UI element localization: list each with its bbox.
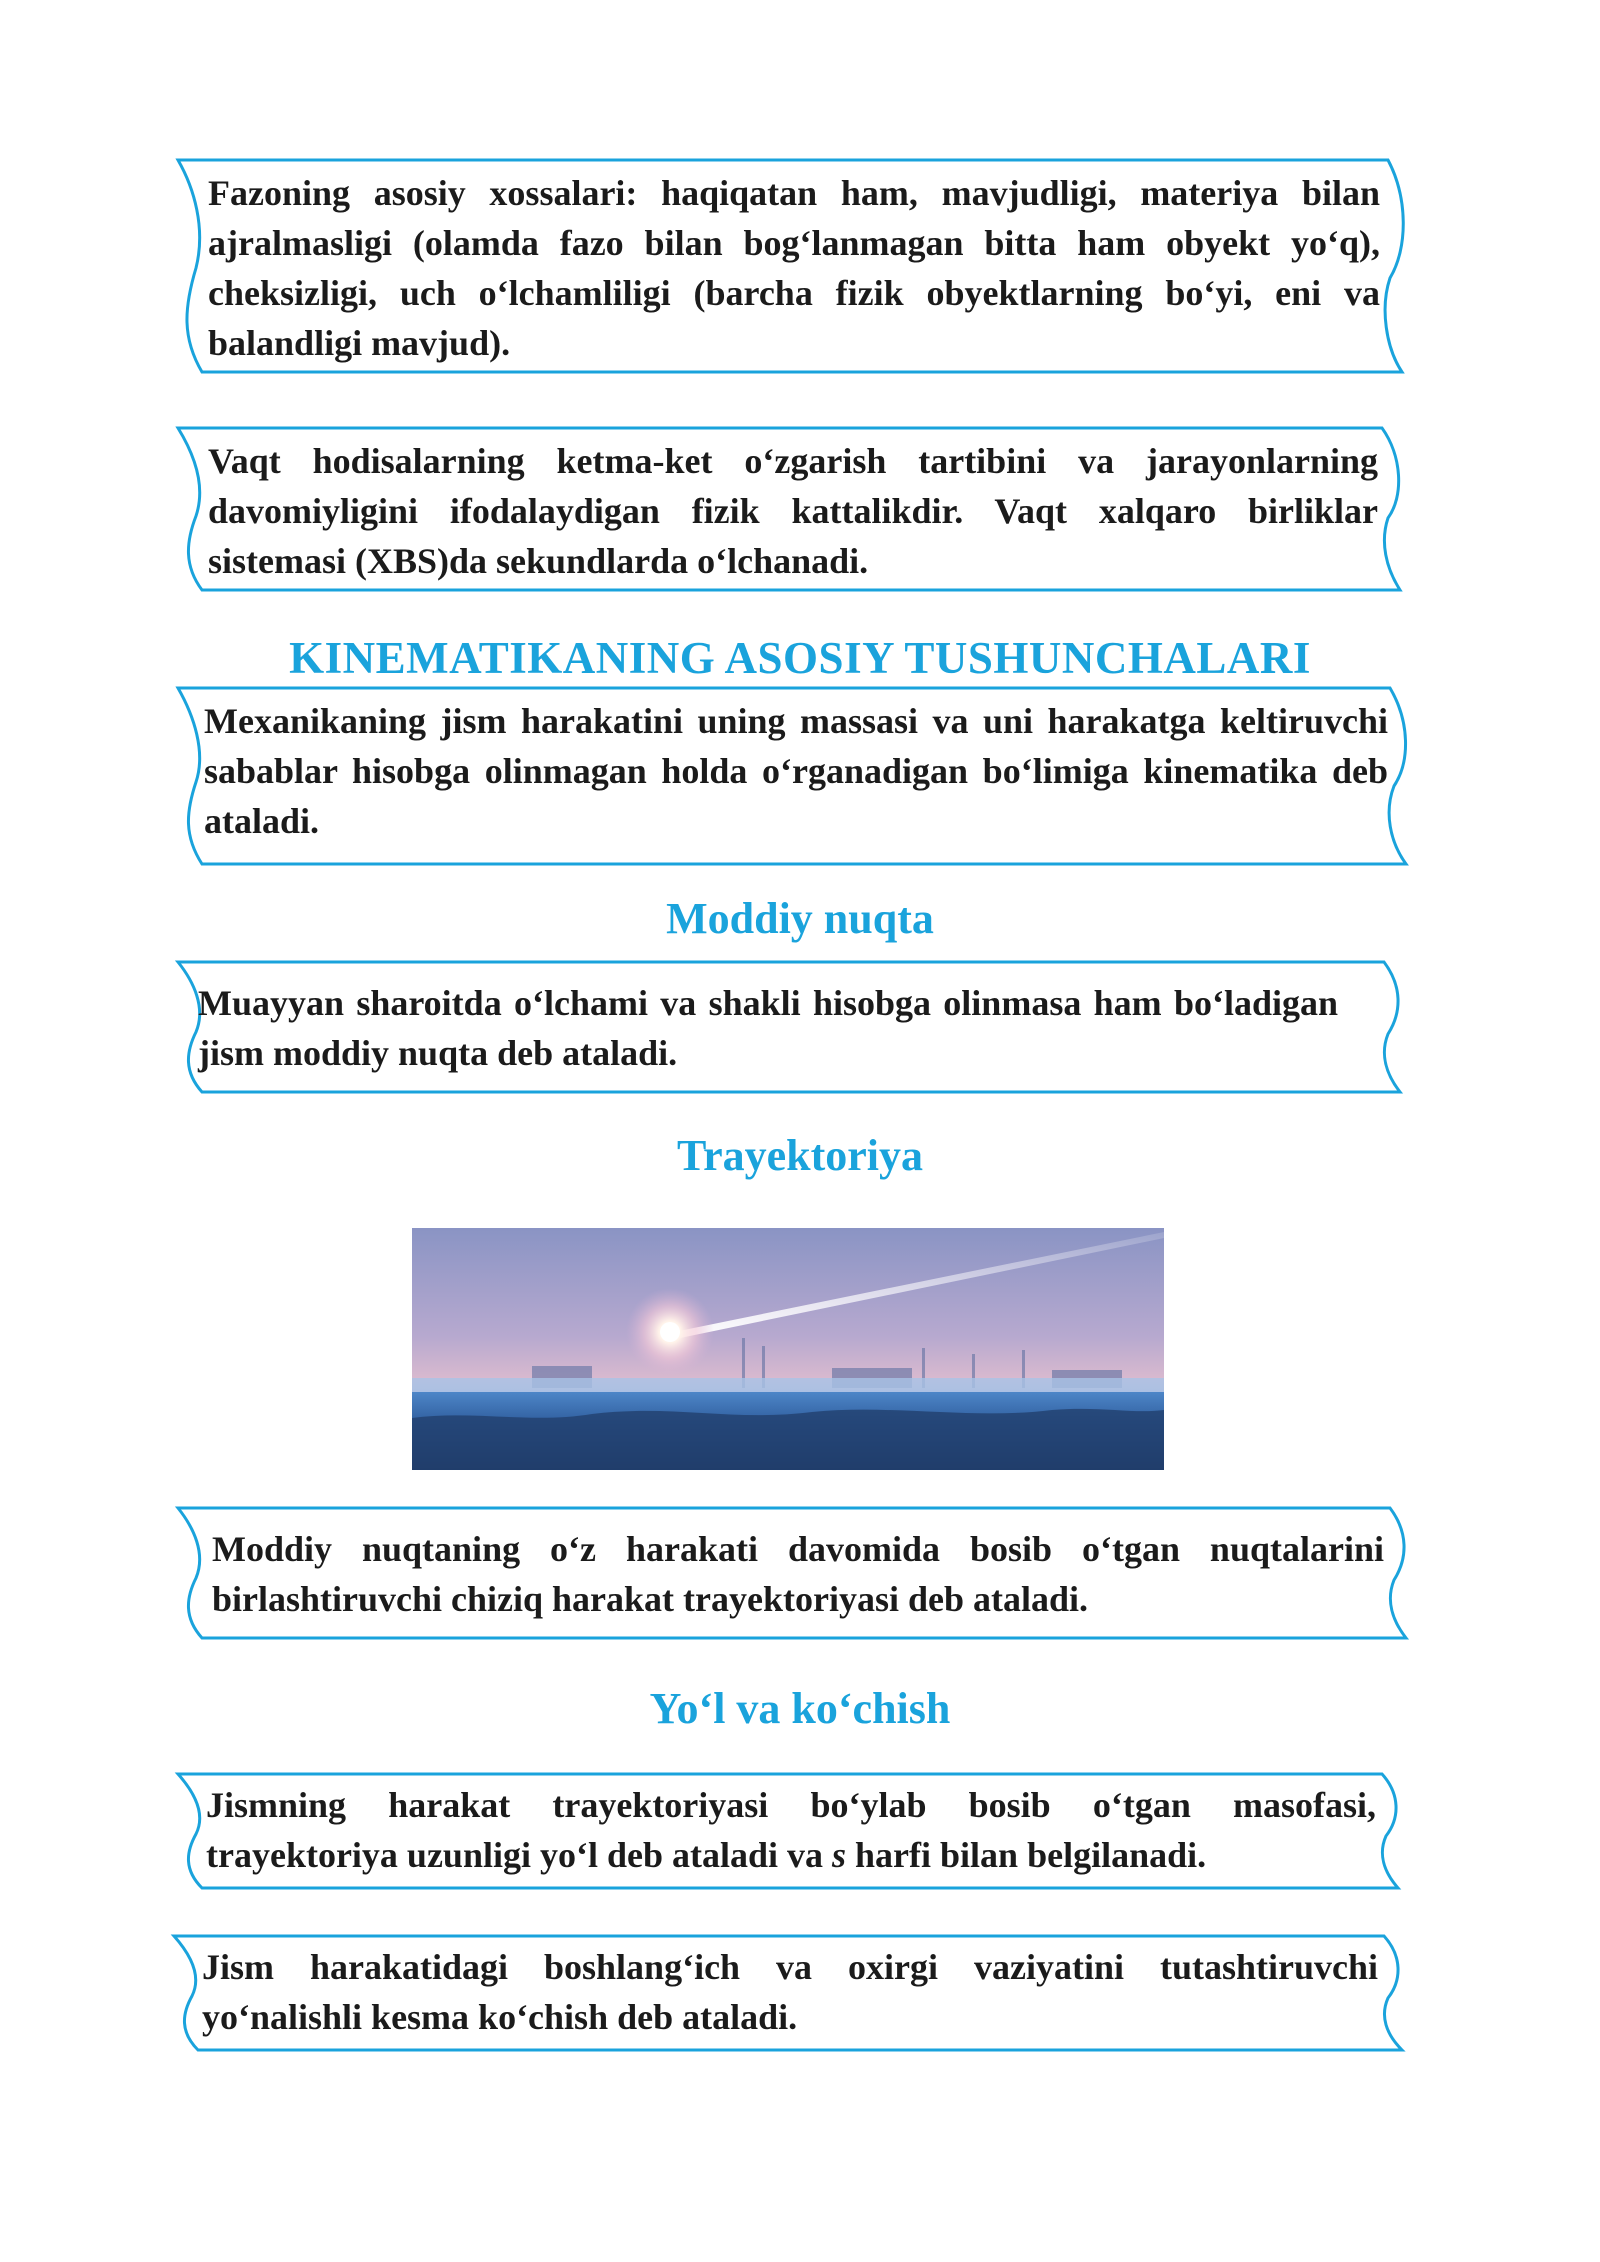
path-definition-text [206,1780,1376,1880]
space-properties-text: Fazoning asosiy xossalari: haqiqatan ham, mavjudligi, materiya bilan ajralmasligi (olamda fazo bilan bog‘lanmagan bitta ham obyekt yo‘q), cheksizligi, uch o‘lchamliligi (barcha fizik obyektlarning bo‘yi, eni va balandligi mavjud). [208,173,1380,363]
path-symbol: s [832,1835,847,1875]
definition-box-material-point [176,960,1402,1094]
material-point-definition-text: Muayyan sharoitda o‘lchami va shakli hisobga olinmasa ham bo‘ladigan jism moddiy nuqta deb ataladi. [198,983,1338,1073]
main-heading: KINEMATIKANING ASOSIY TUSHUNCHALARI [289,633,1311,683]
path-text-after: harfi bilan belgilanadi. [846,1835,1207,1875]
definition-box-space [176,158,1404,374]
meteor-image [412,1228,1164,1470]
trajectory-definition-text: Moddiy nuqtaning o‘z harakati davomida bosib o‘tgan nuqtalarini birlashtiruvchi chiziq harakat trayektoriyasi deb ataladi. [212,1529,1384,1619]
meteor-trajectory-photo [412,1228,1164,1470]
trajectory-heading: Trayektoriya [676,1131,924,1180]
time-definition-text: Vaqt hodisalarning ketma-ket o‘zgarish tartibini va jarayonlarning davomiyligini ifodalaydigan fizik kattalikdir. Vaqt xalqaro birliklar sistemasi (XBS)da sekundlarda o‘lchanadi. [208,441,1378,581]
definition-box-path [176,1772,1400,1890]
displacement-definition-text: Jism harakatidagi boshlang‘ich va oxirgi vaziyatini tutashtiruvchi yo‘nalishli kesma ko‘chish deb ataladi. [202,1947,1378,2037]
definition-box-displacement [172,1934,1404,2052]
path-text-before: Jismning harakat trayektoriyasi bo‘ylab bosib o‘tgan masofasi, trayektoriya uzunligi yo‘l deb ataladi va [206,1785,1376,1875]
kinematics-definition-text: Mexanikaning jism harakatini uning massasi va uni harakatga keltiruvchi sabablar hisobga olinmagan holda o‘rganadigan bo‘limiga kinematika deb ataladi. [204,701,1388,841]
material-point-heading: Moddiy nuqta [666,894,934,943]
definition-box-kinematics [176,686,1408,866]
path-displacement-heading: Yo‘l va ko‘chish [649,1684,951,1733]
definition-box-time [176,426,1402,592]
definition-box-trajectory [176,1506,1408,1640]
